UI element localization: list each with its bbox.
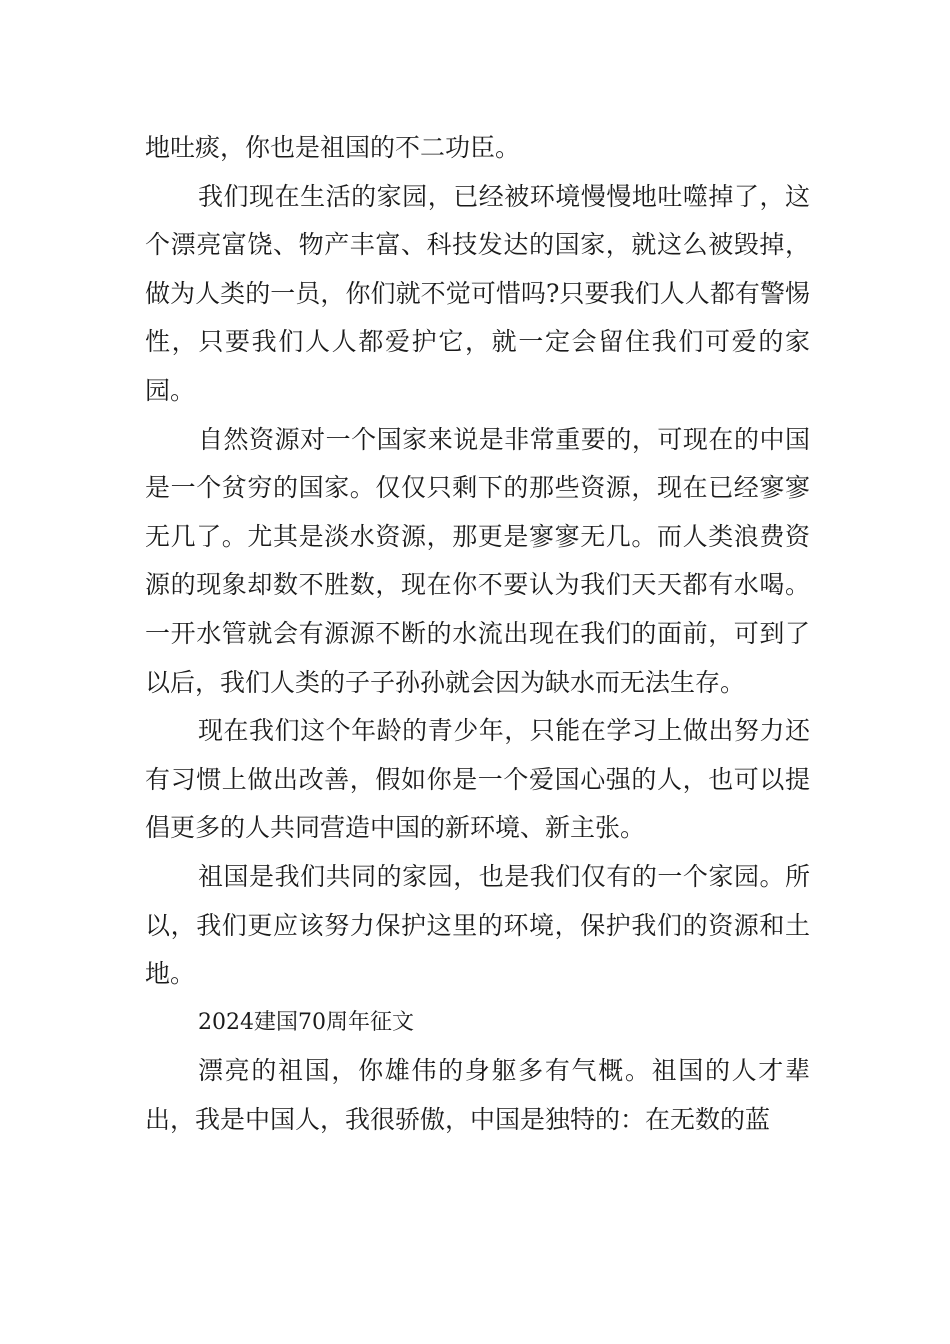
section-heading: 2024建国70周年征文 [198, 1009, 414, 1035]
paragraph: 自然资源对一个国家来说是非常重要的，可现在的中国是一个贫穷的国家。仅仅只剩下的那些资源，现在已经寥寥无几了。尤其是淡水资源，那更是寥寥无几。而人类浪费资源的现象却数不胜数，现在你不要认为我们天天都有水喝。一开水管就会有源源不断的水流出现在我们的面前，可到了以后，我们人类的子子孙孙就会因为缺水而无法生存。 [145, 424, 810, 697]
paragraph: 地吐痰，你也是祖国的不二功臣。 [145, 133, 521, 162]
paragraph: 祖国是我们共同的家园，也是我们仅有的一个家园。所以，我们更应该努力保护这里的环境，保护我们的资源和土地。 [145, 861, 810, 989]
paragraph: 我们现在生活的家园，已经被环境慢慢地吐噬掉了，这个漂亮富饶、物产丰富、科技发达的国家，就这么被毁掉，做为人类的一员，你们就不觉可惜吗?只要我们人人都有警惕性，只要我们人人都爱护它，就一定会留住我们可爱的家园。 [145, 181, 810, 405]
paragraph: 现在我们这个年龄的青少年，只能在学习上做出努力还有习惯上做出改善，假如你是一个爱国心强的人，也可以提倡更多的人共同营造中国的新环境、新主张。 [145, 716, 810, 843]
document-body [145, 124, 810, 1144]
paragraph: 漂亮的祖国，你雄伟的身躯多有气概。祖国的人才辈出，我是中国人，我很骄傲，中国是独特的：在无数的蓝 [145, 1056, 810, 1134]
